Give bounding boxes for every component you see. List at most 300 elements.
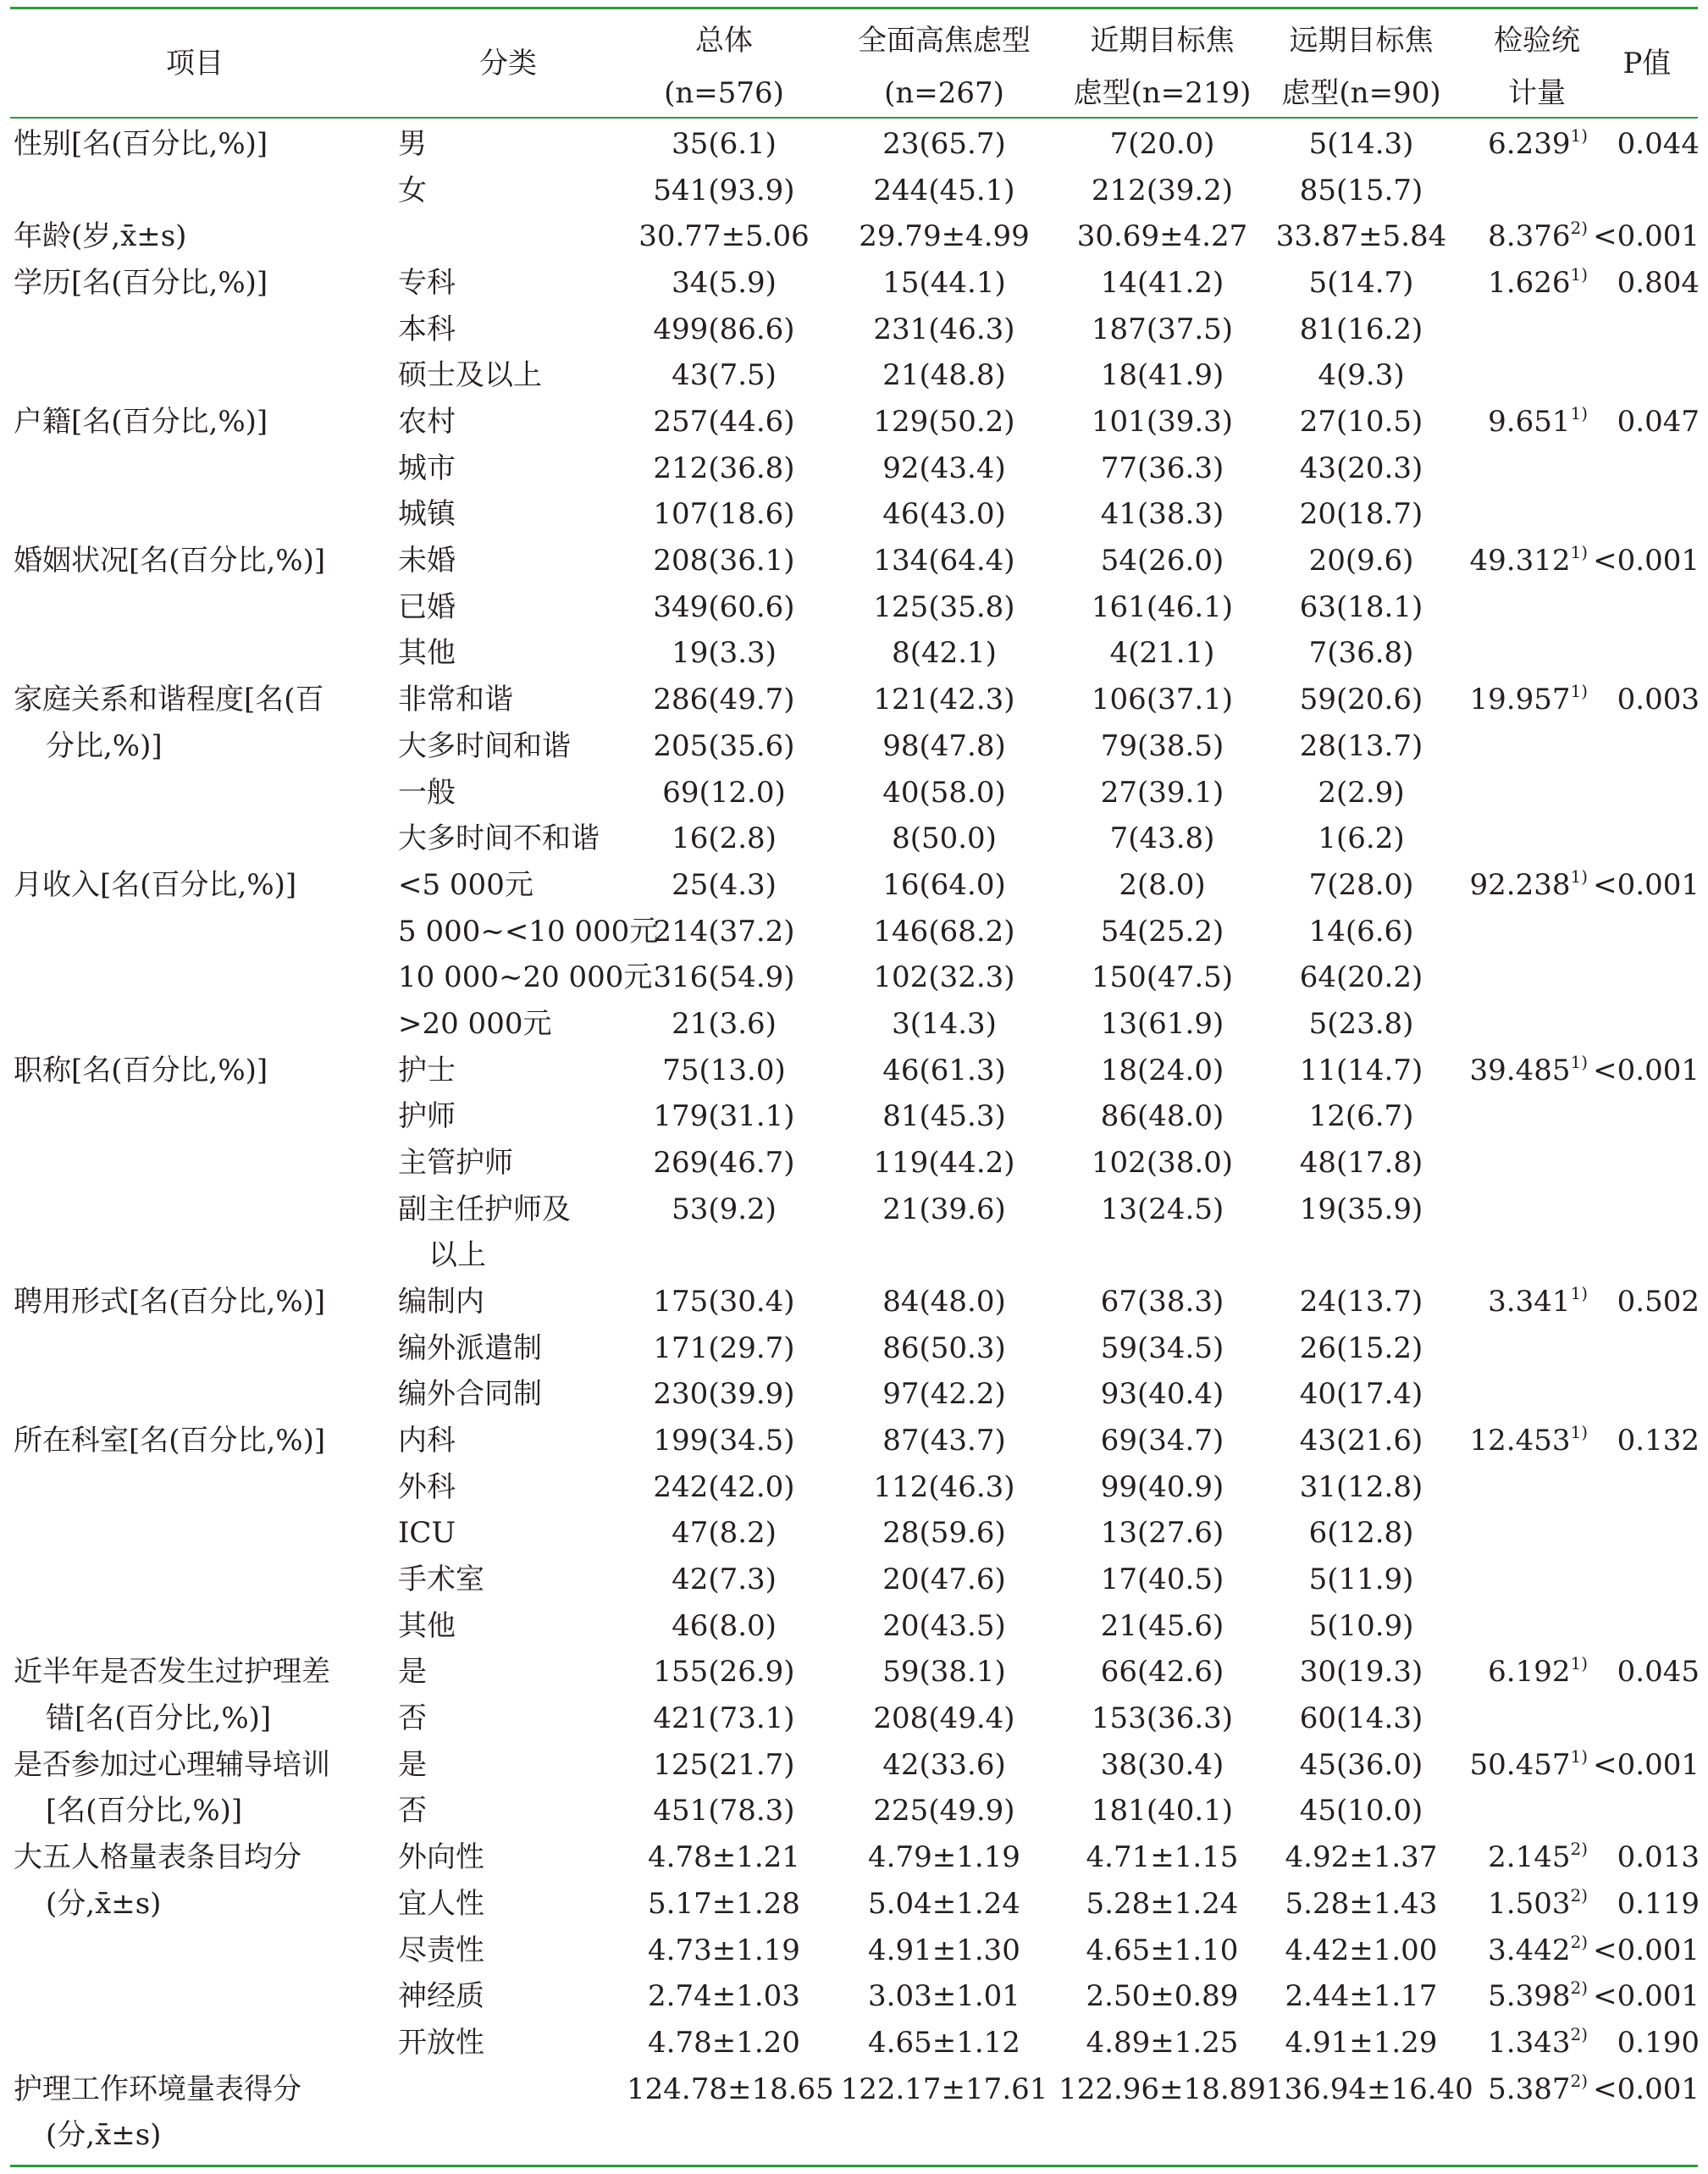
cell-group3: 136.94±16.40 — [1266, 2072, 1473, 2106]
row-item: 性别[名(百分比,%)] — [14, 127, 268, 161]
row-category: 否 — [398, 1794, 427, 1828]
cell-p-value: <0.001 — [1593, 868, 1700, 902]
cell-statistic — [1440, 1745, 1588, 1782]
cell-total: 349(60.6) — [653, 590, 795, 624]
cell-group2: 54(26.0) — [1100, 544, 1224, 578]
statistic-value: 39.485 — [1469, 1054, 1571, 1087]
cell-group1: 3.03±1.01 — [868, 1979, 1020, 2013]
cell-group2: 30.69±4.27 — [1076, 219, 1248, 253]
cell-group1: 42(33.6) — [882, 1748, 1006, 1782]
cell-group1: 81(45.3) — [882, 1099, 1006, 1133]
statistic-note: 1) — [1570, 402, 1588, 423]
row-item: 学历[名(百分比,%)] — [14, 266, 268, 300]
statistic-value: 12.453 — [1469, 1424, 1571, 1458]
cell-total: 541(93.9) — [653, 174, 795, 207]
cell-group1: 15(44.1) — [882, 266, 1006, 300]
cell-total: 421(73.1) — [653, 1701, 795, 1735]
cell-group1: 92(43.4) — [882, 451, 1006, 485]
row-category: 硕士及以上 — [398, 358, 542, 392]
statistic-note: 2) — [1570, 1977, 1588, 1998]
row-category: >20 000元 — [398, 1007, 552, 1041]
cell-total: 4.78±1.21 — [648, 1840, 800, 1874]
cell-group1: 112(46.3) — [873, 1470, 1015, 1504]
header-total-n: (n=576) — [664, 76, 784, 110]
row-item: 是否参加过心理辅导培训 — [14, 1748, 330, 1782]
cell-total: 175(30.4) — [653, 1285, 795, 1319]
statistic-note: 2) — [1570, 1931, 1588, 1952]
cell-group1: 4.65±1.12 — [868, 2026, 1020, 2060]
cell-statistic — [1440, 1884, 1588, 1921]
cell-total: 19(3.3) — [672, 636, 777, 670]
cell-group1: 129(50.2) — [873, 405, 1015, 439]
cell-group3: 1(6.2) — [1318, 821, 1405, 855]
statistic-note: 1) — [1570, 1652, 1588, 1673]
cell-statistic — [1440, 1933, 1588, 1967]
cell-group2: 41(38.3) — [1100, 497, 1224, 531]
row-item: (分,x̄±s) — [46, 2118, 162, 2152]
cell-statistic — [1440, 2023, 1588, 2060]
cell-statistic — [1440, 219, 1588, 253]
row-category: 宜人性 — [398, 1887, 484, 1921]
cell-group1: 121(42.3) — [873, 683, 1015, 716]
cell-group2: 4(21.1) — [1109, 636, 1215, 670]
row-item: 大五人格量表条目均分 — [14, 1840, 301, 1874]
cell-total: 69(12.0) — [662, 776, 786, 810]
cell-group2: 187(37.5) — [1091, 313, 1234, 346]
header-group1: 全面高焦虑型 — [858, 24, 1031, 58]
row-item: 错[名(百分比,%)] — [46, 1701, 272, 1735]
cell-total: 269(46.7) — [653, 1146, 795, 1180]
statistic-value: 6.239 — [1488, 127, 1571, 161]
cell-statistic — [1440, 1051, 1588, 1087]
statistic-note: 2) — [1570, 1838, 1588, 1859]
cell-group1: 21(39.6) — [882, 1192, 1006, 1226]
cell-p-value: 0.132 — [1617, 1424, 1700, 1458]
cell-group2: 122.96±18.89 — [1059, 2072, 1266, 2106]
row-category: 尽责性 — [398, 1933, 484, 1967]
cell-group1: 28(59.6) — [882, 1516, 1006, 1550]
cell-total: 34(5.9) — [672, 266, 777, 300]
cell-statistic — [1440, 868, 1588, 902]
row-item: 户籍[名(百分比,%)] — [14, 405, 268, 439]
cell-statistic — [1440, 402, 1588, 439]
cell-group3: 45(10.0) — [1299, 1794, 1423, 1828]
cell-p-value: 0.003 — [1617, 683, 1700, 716]
cell-total: 4.73±1.19 — [648, 1933, 800, 1967]
row-item: 月收入[名(百分比,%)] — [14, 868, 297, 902]
cell-group1: 29.79±4.99 — [859, 219, 1030, 253]
cell-group3: 7(36.8) — [1308, 636, 1414, 670]
cell-group3: 4.92±1.37 — [1285, 1840, 1438, 1874]
statistic-value: 1.343 — [1488, 2026, 1571, 2060]
cell-group3: 59(20.6) — [1299, 683, 1423, 716]
cell-group3: 31(12.8) — [1299, 1470, 1423, 1504]
cell-total: 242(42.0) — [653, 1470, 795, 1504]
cell-group2: 13(24.5) — [1100, 1192, 1224, 1226]
cell-group1: 4.91±1.30 — [868, 1933, 1020, 1967]
cell-group3: 63(18.1) — [1299, 590, 1423, 624]
cell-group3: 33.87±5.84 — [1275, 219, 1447, 253]
cell-group1: 8(42.1) — [892, 636, 997, 670]
statistic-note: 1) — [1570, 541, 1588, 562]
cell-group2: 17(40.5) — [1100, 1563, 1224, 1596]
row-category: 护士 — [398, 1054, 456, 1087]
cell-group2: 18(41.9) — [1100, 358, 1224, 392]
cell-total: 2.74±1.03 — [648, 1979, 800, 2013]
cell-total: 199(34.5) — [653, 1424, 795, 1458]
cell-p-value: <0.001 — [1593, 2072, 1700, 2106]
cell-statistic — [1440, 541, 1588, 578]
cell-group1: 40(58.0) — [882, 776, 1006, 810]
cell-total: 16(2.8) — [672, 821, 777, 855]
cell-p-value: <0.001 — [1593, 219, 1700, 253]
cell-group3: 26(15.2) — [1299, 1331, 1423, 1365]
cell-group2: 153(36.3) — [1091, 1701, 1234, 1735]
row-category: 已婚 — [398, 590, 456, 624]
cell-p-value: <0.001 — [1593, 544, 1700, 578]
cell-statistic — [1440, 124, 1588, 161]
cell-group2: 101(39.3) — [1091, 405, 1234, 439]
row-category: 城镇 — [398, 497, 456, 531]
cell-total: 499(86.6) — [653, 313, 795, 346]
cell-group1: 23(65.7) — [882, 127, 1006, 161]
cell-group2: 7(43.8) — [1109, 821, 1215, 855]
cell-group2: 67(38.3) — [1100, 1285, 1224, 1319]
row-category: 手术室 — [398, 1563, 484, 1596]
cell-statistic — [1440, 1840, 1588, 1874]
row-category: 未婚 — [398, 544, 456, 578]
cell-group1: 59(38.1) — [882, 1655, 1006, 1689]
cell-total: 451(78.3) — [653, 1794, 795, 1828]
cell-group3: 19(35.9) — [1299, 1192, 1423, 1226]
row-item: 年龄(岁,x̄±s) — [14, 219, 187, 253]
cell-group2: 86(48.0) — [1100, 1099, 1224, 1133]
cell-group3: 60(14.3) — [1299, 1701, 1423, 1735]
statistic-value: 9.651 — [1488, 405, 1571, 439]
statistic-value: 5.398 — [1488, 1979, 1571, 2013]
cell-group3: 2(2.9) — [1318, 776, 1405, 810]
row-item: 护理工作环境量表得分 — [14, 2072, 301, 2106]
cell-group2: 106(37.1) — [1091, 683, 1234, 716]
row-category: 其他 — [398, 1609, 456, 1643]
cell-total: 30.77±5.06 — [638, 219, 810, 253]
row-category: 外科 — [398, 1470, 456, 1504]
row-item: 所在科室[名(百分比,%)] — [14, 1424, 326, 1458]
cell-group1: 225(49.9) — [873, 1794, 1015, 1828]
row-category: 以上 — [428, 1238, 486, 1272]
table-top-rule — [10, 7, 1698, 9]
cell-total: 43(7.5) — [672, 358, 777, 392]
cell-total: 42(7.3) — [672, 1563, 777, 1596]
cell-group3: 48(17.8) — [1299, 1146, 1423, 1180]
cell-total: 179(31.1) — [653, 1099, 795, 1133]
cell-group1: 119(44.2) — [873, 1146, 1015, 1180]
cell-group1: 122.17±17.61 — [840, 2072, 1048, 2106]
cell-group1: 98(47.8) — [882, 729, 1006, 763]
cell-group1: 84(48.0) — [882, 1285, 1006, 1319]
row-category: ICU — [398, 1516, 456, 1550]
cell-statistic — [1440, 1979, 1588, 2013]
statistic-value: 3.341 — [1488, 1285, 1571, 1319]
cell-group1: 125(35.8) — [873, 590, 1015, 624]
cell-p-value: <0.001 — [1593, 1748, 1700, 1782]
cell-total: 4.78±1.20 — [648, 2026, 800, 2060]
cell-p-value: <0.001 — [1593, 1979, 1700, 2013]
cell-group3: 5(14.3) — [1308, 127, 1414, 161]
cell-statistic — [1440, 680, 1588, 716]
statistic-note: 1) — [1570, 1745, 1588, 1767]
cell-group3: 27(10.5) — [1299, 405, 1423, 439]
cell-p-value: <0.001 — [1593, 1933, 1700, 1967]
cell-group3: 85(15.7) — [1299, 174, 1423, 207]
cell-group2: 4.65±1.10 — [1086, 1933, 1239, 1967]
cell-group1: 46(61.3) — [882, 1054, 1006, 1087]
row-item: 职称[名(百分比,%)] — [14, 1054, 268, 1087]
statistic-value: 1.503 — [1488, 1887, 1571, 1921]
statistic-value: 92.238 — [1469, 868, 1571, 902]
cell-group3: 43(21.6) — [1299, 1424, 1423, 1458]
header-category: 分类 — [479, 47, 537, 80]
statistic-note: 2) — [1570, 217, 1588, 238]
row-category: 大多时间不和谐 — [398, 821, 600, 855]
statistic-note: 1) — [1570, 263, 1588, 285]
cell-group2: 4.71±1.15 — [1086, 1840, 1239, 1874]
statistic-value: 8.376 — [1488, 219, 1571, 253]
cell-group1: 102(32.3) — [873, 960, 1015, 994]
cell-total: 205(35.6) — [653, 729, 795, 763]
row-category: 副主任护师及 — [398, 1192, 571, 1226]
row-category: 是 — [398, 1748, 427, 1782]
cell-statistic — [1440, 1282, 1588, 1319]
header-item: 项目 — [166, 47, 224, 80]
cell-p-value: 0.013 — [1617, 1840, 1700, 1874]
cell-total: 47(8.2) — [672, 1516, 777, 1550]
row-category: 一般 — [398, 776, 456, 810]
cell-group1: 5.04±1.24 — [868, 1887, 1020, 1921]
cell-group3: 5(11.9) — [1308, 1563, 1414, 1596]
statistic-note: 2) — [1570, 1884, 1588, 1906]
cell-total: 257(44.6) — [653, 405, 795, 439]
statistic-value: 6.192 — [1488, 1655, 1571, 1689]
row-category: 外向性 — [398, 1840, 484, 1874]
cell-group2: 181(40.1) — [1091, 1794, 1234, 1828]
cell-total: 125(21.7) — [653, 1748, 795, 1782]
cell-p-value: 0.119 — [1617, 1887, 1700, 1921]
cell-total: 212(36.8) — [653, 451, 795, 485]
cell-group1: 16(64.0) — [882, 868, 1006, 902]
cell-total: 21(3.6) — [672, 1007, 777, 1041]
cell-group2: 2.50±0.89 — [1086, 1979, 1239, 2013]
cell-total: 46(8.0) — [672, 1609, 777, 1643]
row-category: 本科 — [398, 313, 456, 346]
cell-statistic — [1440, 2072, 1588, 2106]
statistic-note: 2) — [1570, 2023, 1588, 2044]
row-item: 聘用形式[名(百分比,%)] — [14, 1285, 326, 1319]
cell-total: 107(18.6) — [653, 497, 795, 531]
statistic-note: 1) — [1570, 1051, 1588, 1072]
cell-p-value: 0.502 — [1617, 1285, 1700, 1319]
row-category: 城市 — [398, 451, 456, 485]
cell-p-value: 0.045 — [1617, 1655, 1700, 1689]
cell-group2: 77(36.3) — [1100, 451, 1224, 485]
cell-group1: 3(14.3) — [892, 1007, 997, 1041]
cell-group2: 150(47.5) — [1091, 960, 1234, 994]
row-item: [名(百分比,%)] — [46, 1794, 243, 1828]
cell-group3: 4.42±1.00 — [1285, 1933, 1438, 1967]
cell-group3: 45(36.0) — [1299, 1748, 1423, 1782]
cell-group2: 4.89±1.25 — [1086, 2026, 1239, 2060]
cell-group3: 64(20.2) — [1299, 960, 1423, 994]
row-category: 其他 — [398, 636, 456, 670]
cell-statistic — [1440, 263, 1588, 300]
cell-group1: 146(68.2) — [873, 915, 1015, 949]
cell-group1: 134(64.4) — [873, 544, 1015, 578]
statistic-value: 5.387 — [1488, 2072, 1571, 2106]
row-category: 大多时间和谐 — [398, 729, 571, 763]
cell-total: 75(13.0) — [662, 1054, 786, 1087]
cell-group1: 244(45.1) — [873, 174, 1015, 207]
header-group2-n: 虑型(n=219) — [1073, 76, 1252, 110]
row-category: 编外派遣制 — [398, 1331, 542, 1365]
header-group1-n: (n=267) — [884, 76, 1004, 110]
row-category: 女 — [398, 174, 427, 207]
cell-group2: 7(20.0) — [1109, 127, 1215, 161]
cell-group2: 21(45.6) — [1100, 1609, 1224, 1643]
statistic-value: 2.145 — [1488, 1840, 1571, 1874]
cell-group2: 69(34.7) — [1100, 1424, 1224, 1458]
cell-group2: 13(27.6) — [1100, 1516, 1224, 1550]
cell-group2: 2(8.0) — [1119, 868, 1206, 902]
cell-group2: 38(30.4) — [1100, 1748, 1224, 1782]
statistic-note: 1) — [1570, 124, 1588, 146]
cell-group3: 24(13.7) — [1299, 1285, 1423, 1319]
row-category: 编制内 — [398, 1285, 484, 1319]
statistic-value: 49.312 — [1469, 544, 1571, 578]
cell-total: 230(39.9) — [653, 1377, 795, 1411]
row-category: 10 000~20 000元 — [398, 960, 653, 994]
cell-p-value: 0.804 — [1617, 266, 1700, 300]
header-p-value: P值 — [1622, 47, 1672, 80]
cell-group1: 20(43.5) — [882, 1609, 1006, 1643]
table-header-rule — [10, 117, 1698, 119]
cell-p-value: <0.001 — [1593, 1054, 1700, 1087]
statistic-note: 1) — [1570, 866, 1588, 887]
table-bottom-rule — [10, 2165, 1698, 2167]
cell-group3: 7(28.0) — [1308, 868, 1414, 902]
row-category: 编外合同制 — [398, 1377, 542, 1411]
cell-group3: 5(10.9) — [1308, 1609, 1414, 1643]
cell-total: 214(37.2) — [653, 915, 795, 949]
cell-total: 25(4.3) — [672, 868, 777, 902]
row-category: 男 — [398, 127, 427, 161]
header-statistic-2: 计量 — [1508, 76, 1566, 110]
cell-group2: 59(34.5) — [1100, 1331, 1224, 1365]
cell-group3: 28(13.7) — [1299, 729, 1423, 763]
statistic-note: 1) — [1570, 680, 1588, 701]
header-statistic: 检验统 — [1494, 24, 1580, 58]
cell-group1: 46(43.0) — [882, 497, 1006, 531]
cell-group3: 20(18.7) — [1299, 497, 1423, 531]
cell-group1: 87(43.7) — [882, 1424, 1006, 1458]
cell-group2: 13(61.9) — [1100, 1007, 1224, 1041]
cell-p-value: 0.190 — [1617, 2026, 1700, 2060]
row-category: 开放性 — [398, 2026, 484, 2060]
cell-total: 286(49.7) — [653, 683, 795, 716]
cell-group3: 5(14.7) — [1308, 266, 1414, 300]
row-item: (分,x̄±s) — [46, 1887, 162, 1921]
statistic-value: 19.957 — [1469, 683, 1571, 716]
cell-group3: 14(6.6) — [1308, 915, 1414, 949]
cell-p-value: 0.047 — [1617, 405, 1700, 439]
cell-group1: 4.79±1.19 — [868, 1840, 1020, 1874]
row-category: 内科 — [398, 1424, 456, 1458]
cell-group1: 97(42.2) — [882, 1377, 1006, 1411]
row-category: 专科 — [398, 266, 456, 300]
cell-group3: 5(23.8) — [1308, 1007, 1414, 1041]
statistic-note: 2) — [1570, 2070, 1588, 2091]
statistic-note: 1) — [1570, 1421, 1588, 1442]
cell-group1: 208(49.4) — [873, 1701, 1015, 1735]
cell-group2: 27(39.1) — [1100, 776, 1224, 810]
cell-group3: 81(16.2) — [1299, 313, 1423, 346]
row-category: 神经质 — [398, 1979, 484, 2013]
cell-total: 208(36.1) — [653, 544, 795, 578]
cell-group3: 11(14.7) — [1299, 1054, 1423, 1087]
row-item: 分比,%)] — [46, 729, 163, 763]
cell-total: 35(6.1) — [672, 127, 777, 161]
cell-group3: 6(12.8) — [1308, 1516, 1414, 1550]
row-category: 非常和谐 — [398, 683, 513, 716]
row-category: 是 — [398, 1655, 427, 1689]
header-group3-n: 虑型(n=90) — [1281, 76, 1441, 110]
cell-group3: 5.28±1.43 — [1285, 1887, 1438, 1921]
cell-statistic — [1440, 1421, 1588, 1458]
statistic-value: 50.457 — [1469, 1748, 1571, 1782]
cell-group2: 93(40.4) — [1100, 1377, 1224, 1411]
cell-group3: 4.91±1.29 — [1285, 2026, 1438, 2060]
cell-total: 5.17±1.28 — [648, 1887, 800, 1921]
cell-group2: 79(38.5) — [1100, 729, 1224, 763]
row-category: 主管护师 — [398, 1146, 513, 1180]
row-category: 否 — [398, 1701, 427, 1735]
cell-group3: 43(20.3) — [1299, 451, 1423, 485]
cell-group2: 212(39.2) — [1091, 174, 1234, 207]
cell-group2: 161(46.1) — [1091, 590, 1234, 624]
row-item: 近半年是否发生过护理差 — [14, 1655, 330, 1689]
cell-group2: 14(41.2) — [1100, 266, 1224, 300]
cell-total: 53(9.2) — [672, 1192, 777, 1226]
cell-total: 124.78±18.65 — [627, 2072, 834, 2106]
row-category: <5 000元 — [398, 868, 533, 902]
cell-group3: 30(19.3) — [1299, 1655, 1423, 1689]
cell-total: 171(29.7) — [653, 1331, 795, 1365]
statistic-value: 1.626 — [1488, 266, 1571, 300]
cell-p-value: 0.044 — [1617, 127, 1700, 161]
cell-statistic — [1440, 1652, 1588, 1689]
cell-group2: 5.28±1.24 — [1086, 1887, 1239, 1921]
statistic-value: 3.442 — [1488, 1933, 1571, 1967]
cell-group3: 4(9.3) — [1318, 358, 1405, 392]
cell-group2: 99(40.9) — [1100, 1470, 1224, 1504]
row-item: 婚姻状况[名(百分比,%)] — [14, 544, 326, 578]
cell-group2: 18(24.0) — [1100, 1054, 1224, 1087]
cell-total: 316(54.9) — [653, 960, 795, 994]
header-group3: 远期目标焦 — [1289, 24, 1434, 58]
cell-group2: 54(25.2) — [1100, 915, 1224, 949]
cell-total: 155(26.9) — [653, 1655, 795, 1689]
header-group2: 近期目标焦 — [1090, 24, 1235, 58]
cell-group3: 2.44±1.17 — [1285, 1979, 1438, 2013]
